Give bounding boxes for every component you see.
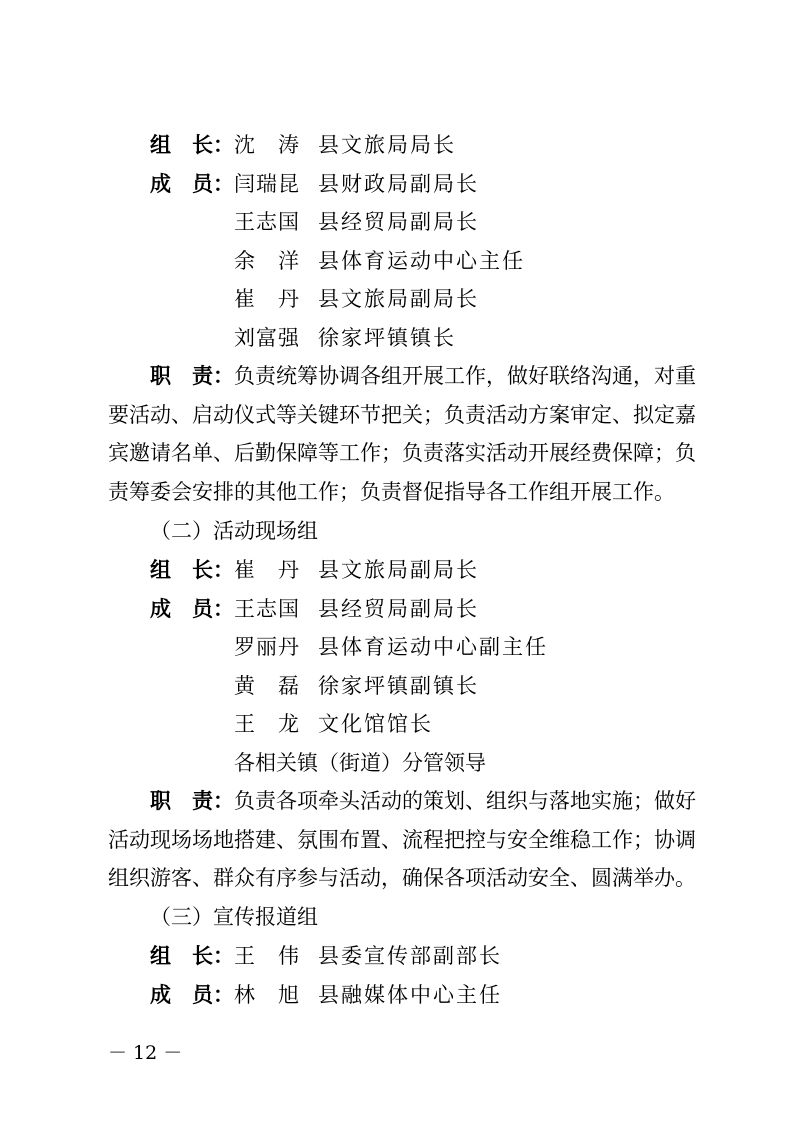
group2-member-row (0, 705, 793, 743)
group2-extra-member-row (0, 744, 793, 782)
group1-leader-row (0, 126, 793, 164)
member-title: 县经贸局副局长 (318, 597, 479, 621)
leader-name: 崔 丹 (234, 558, 300, 582)
member-name: 王志国 (234, 210, 300, 234)
group2-leader-row (0, 551, 793, 589)
leader-label: 组 长： (150, 944, 234, 968)
member-name: 罗丽丹 (234, 635, 300, 659)
group2-member-row (0, 590, 793, 628)
leader-title: 县委宣传部副部长 (318, 944, 502, 968)
duty-text: 负责各项牵头活动的策划、组织与落地实施；做好活动现场场地搭建、氛围布置、流程把控与安全维稳工作；协调组织游客、群众有序参与活动，确保各项活动安全、圆满举办。 (108, 789, 696, 890)
member-label: 成 员： (150, 172, 234, 196)
member-name: 余 洋 (234, 249, 300, 273)
section-title: （三）宣传报道组 (150, 905, 318, 929)
member-name: 各相关镇（街道）分管领导 (234, 751, 486, 775)
leader-label: 组 长： (150, 133, 234, 157)
member-title: 县体育运动中心主任 (318, 249, 525, 273)
member-title: 县融媒体中心主任 (318, 983, 502, 1007)
member-title: 县文旅局副局长 (318, 287, 479, 311)
duty-text: 负责统筹协调各组开展工作，做好联络沟通，对重要活动、启动仪式等关键环节把关；负责活动方案审定、拟定嘉宾邀请名单、后勤保障等工作；负责落实活动开展经费保障；负责筹委会安排的其他工作；负责督促指导各工作组开展工作。 (108, 364, 696, 504)
leader-label: 组 长： (150, 558, 234, 582)
member-name: 王 龙 (234, 712, 300, 736)
member-title: 县体育运动中心副主任 (318, 635, 548, 659)
member-title: 徐家坪镇镇长 (318, 326, 456, 350)
member-title: 文化馆馆长 (318, 712, 433, 736)
leader-name: 王 伟 (234, 944, 300, 968)
member-label: 成 员： (150, 983, 234, 1007)
group3-leader-row (0, 937, 793, 975)
group1-member-row (0, 319, 793, 357)
group1-member-row (0, 242, 793, 280)
group1-duty-paragraph (108, 357, 696, 511)
leader-title: 县文旅局局长 (318, 133, 456, 157)
member-label: 成 员： (150, 597, 234, 621)
member-name: 刘富强 (234, 326, 300, 350)
leader-title: 县文旅局副局长 (318, 558, 479, 582)
member-name: 王志国 (234, 597, 300, 621)
member-title: 县经贸局副局长 (318, 210, 479, 234)
group1-member-row (0, 280, 793, 318)
group1-member-row (0, 165, 793, 203)
member-title: 县财政局副局长 (318, 172, 479, 196)
member-name: 闫瑞昆 (234, 172, 300, 196)
member-name: 黄 磊 (234, 674, 300, 698)
member-title: 徐家坪镇副镇长 (318, 674, 479, 698)
page-number: － 12 － (108, 1042, 183, 1064)
member-name: 崔 丹 (234, 287, 300, 311)
section-title: （二）活动现场组 (150, 519, 318, 543)
group2-duty-paragraph (108, 782, 696, 898)
group2-member-row (0, 667, 793, 705)
group2-member-row (0, 628, 793, 666)
group1-member-row (0, 203, 793, 241)
member-name: 林 旭 (234, 983, 300, 1007)
duty-label: 职 责： (150, 789, 234, 813)
group3-member-row (0, 976, 793, 1014)
leader-name: 沈 涛 (234, 133, 300, 157)
duty-label: 职 责： (150, 364, 234, 388)
